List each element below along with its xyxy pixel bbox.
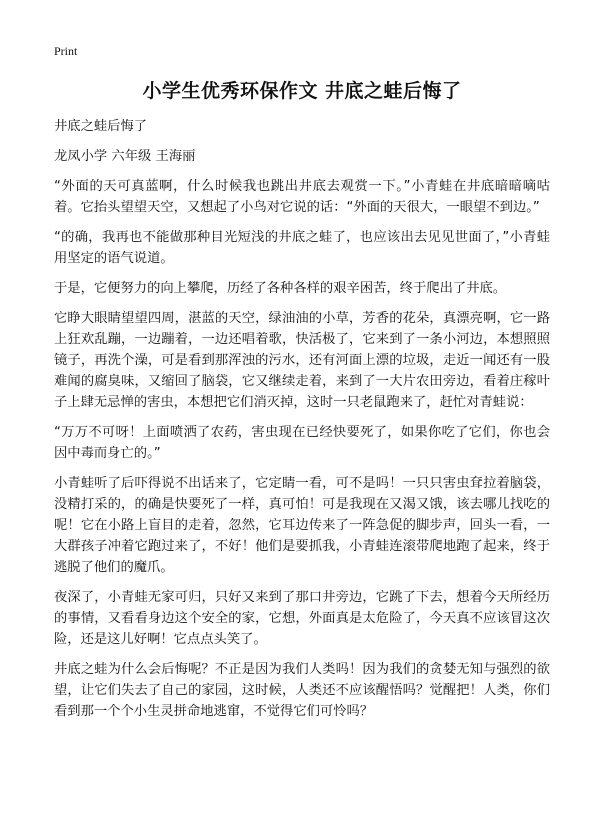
paragraph-2: “的确，我再也不能做那种目光短浅的井底之蛙了，也应该出去见见世面了，”小青蛙用坚定的语气说道。	[54, 230, 550, 266]
document-title: 小学生优秀环保作文 井底之蛙后悔了	[142, 80, 462, 102]
paragraph-3: 于是，它便努力的向上攀爬，历经了各种各样的艰辛困苦，终于爬出了井底。	[54, 281, 507, 296]
paragraph-4: 它睁大眼睛望望四周，湛蓝的天空，绿油油的小草，芳香的花朵，真漂亮啊，它一路上狂欢乱蹦，一边蹦着，一边还唱着歌，快活极了，它来到了一条小河边，本想照照镜子，再洗个澡，可是看到那浑浊的污水，还有河面上漂的垃圾，走近一闻还有一股难闻的腐臭味，又缩回了脑袋，它又继续走着，来到了一大片农田旁边，看着庄稼叶子上肆无忌惮的害虫，本想把它们消灭掉，这时一只老鼠跑来了，赶忙对青蛙说：	[54, 311, 550, 410]
article-subtitle: 井底之蛙后悔了	[54, 119, 148, 134]
author-line: 龙凤小学 六年级 王海丽	[54, 149, 196, 164]
paragraph-1: “外面的天可真蓝啊，什么时候我也跳出井底去观赏一下。”小青蛙在井底暗暗嘀咕着。它抬头望望天空，又想起了小鸟对它说的话：“外面的天很大，一眼望不到边。”	[54, 179, 550, 215]
print-link[interactable]: Print	[54, 44, 78, 58]
paragraph-8: 井底之蛙为什么会后悔呢？不正是因为我们人类吗！因为我们的贪婪无知与强烈的欲望，让它们失去了自己的家园，这时候，人类还不应该醒悟吗？觉醒把！人类，你们看到那一个个小生灵拼命地逃窜，不觉得它们可怜吗？	[54, 662, 550, 719]
paragraph-5: “万万不可呀！上面喷洒了农药，害虫现在已经快要死了，如果你吃了它们，你也会因中毒而身亡的。”	[54, 425, 550, 461]
paragraph-6: 小青蛙听了后吓得说不出话来了，它定睛一看，可不是吗！一只只害虫耷拉着脑袋，没精打采的，的确是快要死了一样，真可怕！可是我现在又渴又饿，该去哪儿找吃的呢！它在小路上盲目的走着，忽然，它耳边传来了一阵急促的脚步声，回头一看，一大群孩子冲着它跑过来了，不好！他们是要抓我，小青蛙连滚带爬地跑了起来，终于逃脱了他们的魔爪。	[54, 476, 550, 575]
paragraph-7: 夜深了，小青蛙无家可归，只好又来到了那口井旁边，它跳了下去，想着今天所经历的事情，又看看身边这个安全的家，它想，外面真是太危险了，今天真不应该冒这次险，还是这儿好啊！它点点头笑了。	[54, 590, 550, 647]
